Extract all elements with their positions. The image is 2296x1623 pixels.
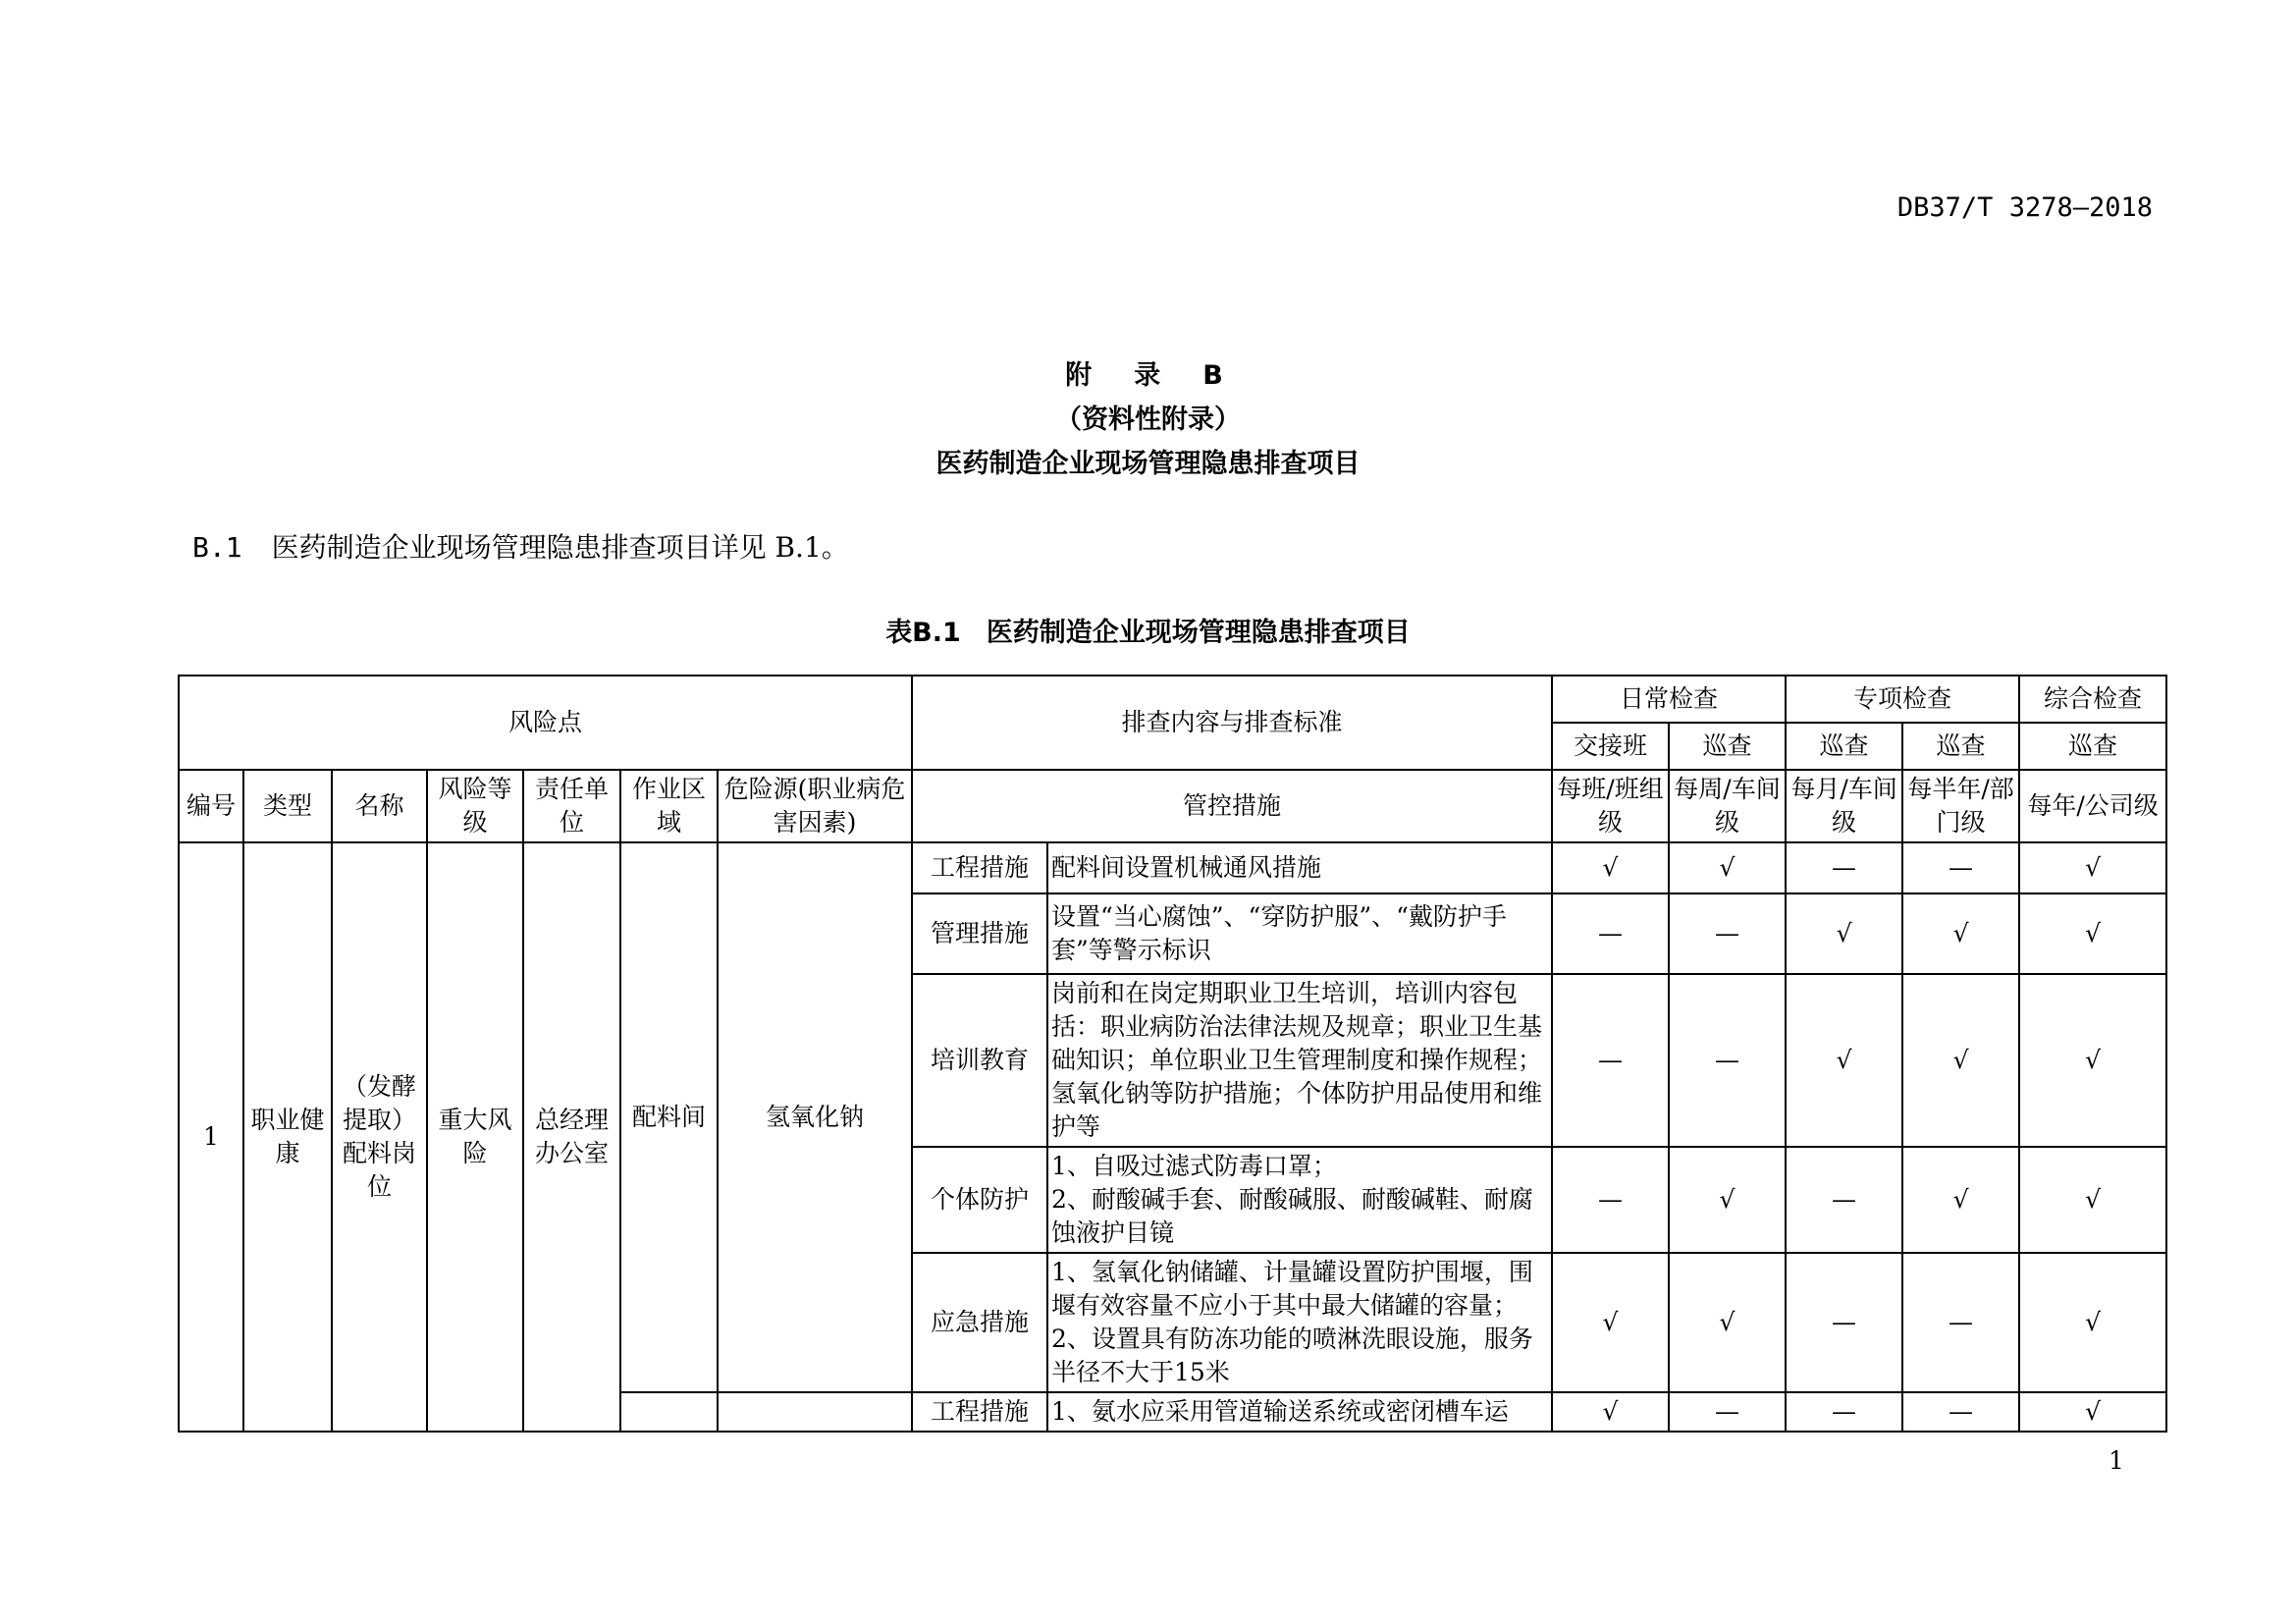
hazard-source-cell [718, 1392, 912, 1432]
col-level-header: 风险等级 [427, 770, 523, 842]
risk-point-header: 风险点 [179, 676, 912, 770]
freq-header: 每月/车间级 [1786, 770, 1902, 842]
risk-name-cell: （发酵提取）配料岗位 [332, 842, 427, 1432]
check-mark-cell: √ [1552, 842, 1669, 893]
check-mark-cell: — [1786, 1147, 1902, 1253]
responsible-unit-cell: 总经理办公室 [523, 842, 620, 1432]
check-mark-cell: — [1902, 1253, 2019, 1392]
measure-category-cell: 工程措施 [912, 1392, 1047, 1432]
clause-number: B.1 [192, 531, 242, 564]
check-mark-cell: √ [1552, 1253, 1669, 1392]
check-mark-cell: √ [1669, 1253, 1786, 1392]
col-measures-header: 管控措施 [912, 770, 1552, 842]
freq-header: 每年/公司级 [2019, 770, 2166, 842]
check-mark-cell: — [1669, 1392, 1786, 1432]
check-mark-cell: — [1552, 974, 1669, 1147]
table-number: 表B.1 [885, 618, 961, 648]
special-check-header: 专项检查 [1786, 676, 2019, 723]
appendix-heading [0, 353, 2296, 486]
appendix-title: 附 录 B [1065, 360, 1231, 391]
work-area-cell: 配料间 [620, 842, 718, 1392]
check-mark-cell: √ [2019, 1147, 2166, 1253]
check-mark-cell: — [1786, 842, 1902, 893]
check-mark-cell: √ [1669, 842, 1786, 893]
hazard-source-cell: 氢氧化钠 [718, 842, 912, 1392]
check-mark-cell: — [1902, 842, 2019, 893]
check-mark-cell: √ [1552, 1392, 1669, 1432]
check-mark-cell: — [1786, 1392, 1902, 1432]
risk-type-cell: 职业健康 [243, 842, 332, 1432]
check-mark-cell: — [1552, 893, 1669, 974]
check-mark-cell: √ [2019, 1392, 2166, 1432]
col-unit-header: 责任单位 [523, 770, 620, 842]
comprehensive-check-header: 综合检查 [2019, 676, 2166, 723]
measure-content-cell: 1、氨水应采用管道输送系统或密闭槽车运 [1047, 1392, 1552, 1432]
check-mark-cell: √ [2019, 974, 2166, 1147]
check-mark-cell: — [1669, 974, 1786, 1147]
check-mark-cell: √ [2019, 1253, 2166, 1392]
check-mark-cell: — [1552, 1147, 1669, 1253]
header-row-3 [179, 770, 2166, 842]
hazard-inspection-table [178, 675, 2167, 1433]
col-type-header: 类型 [243, 770, 332, 842]
check-mark-cell: √ [1902, 1147, 2019, 1253]
patrol-header: 巡查 [1786, 723, 1902, 770]
measure-category-cell: 管理措施 [912, 893, 1047, 974]
measure-content-cell: 岗前和在岗定期职业卫生培训，培训内容包括：职业病防治法律法规及规章；职业卫生基础知识；单位职业卫生管理制度和操作规程；氢氧化钠等防护措施；个体防护用品使用和维护等 [1047, 974, 1552, 1147]
measure-content-cell: 配料间设置机械通风措施 [1047, 842, 1552, 893]
inspect-content-header: 排查内容与排查标准 [912, 676, 1552, 770]
appendix-name: 医药制造企业现场管理隐患排查项目 [935, 449, 1361, 479]
shift-handover-header: 交接班 [1552, 723, 1669, 770]
risk-level-cell: 重大风险 [427, 842, 523, 1432]
measure-category-cell: 个体防护 [912, 1147, 1047, 1253]
check-mark-cell: √ [1786, 974, 1902, 1147]
freq-header: 每周/车间级 [1669, 770, 1786, 842]
work-area-cell [620, 1392, 718, 1432]
col-hazard-header: 危险源(职业病危害因素) [718, 770, 912, 842]
measure-content-cell: 设置“当心腐蚀”、“穿防护服”、“戴防护手套”等警示标识 [1047, 893, 1552, 974]
check-mark-cell: √ [1669, 1147, 1786, 1253]
patrol-header: 巡查 [2019, 723, 2166, 770]
measure-category-cell: 应急措施 [912, 1253, 1047, 1392]
risk-no-cell: 1 [179, 842, 243, 1432]
table-row [179, 842, 2166, 893]
daily-check-header: 日常检查 [1552, 676, 1786, 723]
check-mark-cell: — [1902, 1392, 2019, 1432]
check-mark-cell: √ [1902, 974, 2019, 1147]
table-caption [0, 611, 2296, 649]
check-mark-cell: — [1669, 893, 1786, 974]
check-mark-cell: √ [1902, 893, 2019, 974]
check-mark-cell: — [1786, 1253, 1902, 1392]
table-title: 医药制造企业现场管理隐患排查项目 [986, 618, 1411, 648]
check-mark-cell: √ [2019, 842, 2166, 893]
appendix-subtitle: （资料性附录） [1055, 405, 1241, 435]
patrol-header: 巡查 [1902, 723, 2019, 770]
measure-content-cell: 1、自吸过滤式防毒口罩； 2、耐酸碱手套、耐酸碱服、耐酸碱鞋、耐腐蚀液护目镜 [1047, 1147, 1552, 1253]
measure-content-cell: 1、氢氧化钠储罐、计量罐设置防护围堰，围堰有效容量不应小于其中最大储罐的容量； 2、设置具有防冻功能的喷淋洗眼设施，服务半径不大于15米 [1047, 1253, 1552, 1392]
measure-category-cell: 培训教育 [912, 974, 1047, 1147]
measure-category-cell: 工程措施 [912, 842, 1047, 893]
col-area-header: 作业区域 [620, 770, 718, 842]
standard-code: DB37/T 3278—2018 [1896, 192, 2153, 223]
col-no-header: 编号 [179, 770, 243, 842]
page-number: 1 [2109, 1446, 2124, 1475]
clause-b1 [192, 526, 849, 566]
patrol-header: 巡查 [1669, 723, 1786, 770]
col-name-header: 名称 [332, 770, 427, 842]
clause-text: 医药制造企业现场管理隐患排查项目详见 B.1。 [271, 531, 849, 564]
header-row-1 [179, 676, 2166, 723]
freq-header: 每半年/部门级 [1902, 770, 2019, 842]
check-mark-cell: √ [1786, 893, 1902, 974]
check-mark-cell: √ [2019, 893, 2166, 974]
freq-header: 每班/班组级 [1552, 770, 1669, 842]
